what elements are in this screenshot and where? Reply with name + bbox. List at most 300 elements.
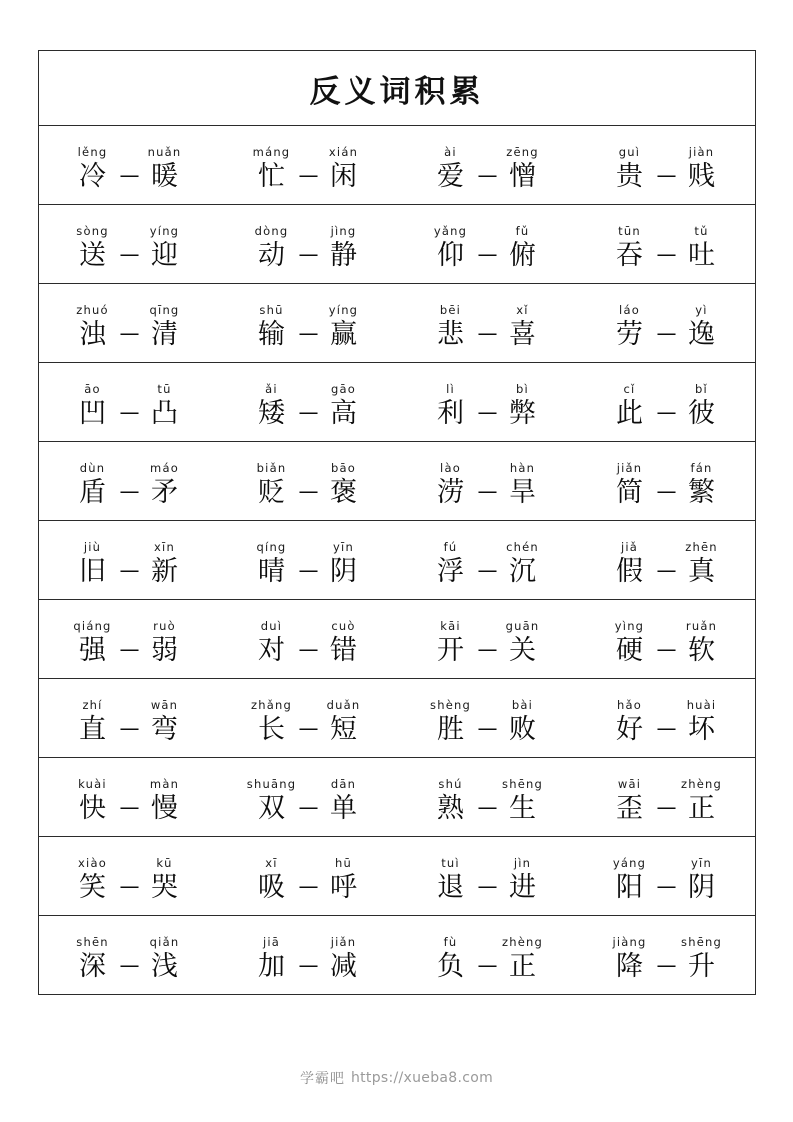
- antonym-pair: [247, 461, 369, 510]
- hanzi-right: 减: [330, 950, 357, 982]
- pinyin-left: jiǎ: [620, 539, 639, 554]
- word-right: [677, 777, 727, 826]
- word-left: [605, 698, 655, 747]
- word-left: [68, 935, 118, 984]
- antonym-pair: [426, 461, 548, 510]
- pair-separator: —: [656, 794, 677, 819]
- hanzi-right: 繁: [688, 476, 715, 508]
- word-left: [68, 382, 118, 431]
- pair-separator: —: [119, 399, 140, 424]
- table-row: [39, 521, 755, 600]
- word-right: [498, 540, 548, 589]
- antonym-pair: [247, 145, 369, 194]
- antonym-pair-cell: [39, 363, 218, 441]
- antonym-pair: [68, 382, 190, 431]
- pair-separator: —: [477, 715, 498, 740]
- pinyin-right: bì: [516, 381, 529, 396]
- pair-separator: —: [656, 241, 677, 266]
- pinyin-left: qiáng: [73, 618, 112, 633]
- hanzi-right: 单: [330, 792, 357, 824]
- pair-separator: —: [298, 162, 319, 187]
- pinyin-left: cǐ: [623, 381, 636, 396]
- word-right: [498, 619, 548, 668]
- antonym-pair: [426, 382, 548, 431]
- pair-separator: —: [119, 320, 140, 345]
- pair-separator: —: [477, 873, 498, 898]
- antonym-pair-cell: [576, 679, 755, 757]
- pinyin-left: jiā: [262, 934, 281, 949]
- antonym-pair-cell: [397, 916, 576, 994]
- hanzi-right: 软: [688, 634, 715, 666]
- pair-separator: —: [656, 557, 677, 582]
- antonym-pair: [426, 856, 548, 905]
- pair-separator: —: [477, 636, 498, 661]
- antonym-pair-cell: [218, 679, 397, 757]
- pinyin-left: guì: [618, 144, 641, 159]
- word-left: [247, 382, 297, 431]
- pinyin-right: guān: [505, 618, 540, 633]
- hanzi-right: 憎: [509, 160, 536, 192]
- antonym-pair: [426, 145, 548, 194]
- word-left: [605, 856, 655, 905]
- antonym-pair: [68, 461, 190, 510]
- antonym-pair-cell: [39, 521, 218, 599]
- hanzi-left: 动: [258, 239, 285, 271]
- table-row: [39, 600, 755, 679]
- antonym-pair-cell: [218, 126, 397, 204]
- pinyin-right: máo: [150, 460, 179, 475]
- antonym-pair: [426, 540, 548, 589]
- word-left: [605, 935, 655, 984]
- hanzi-right: 凸: [151, 397, 178, 429]
- pinyin-right: bài: [511, 697, 534, 712]
- hanzi-right: 旱: [509, 476, 536, 508]
- pinyin-left: shū: [259, 302, 284, 317]
- word-right: [498, 935, 548, 984]
- table-row: [39, 679, 755, 758]
- hanzi-right: 弯: [151, 713, 178, 745]
- word-right: [498, 382, 548, 431]
- pinyin-right: zēng: [506, 144, 539, 159]
- word-left: [247, 777, 297, 826]
- hanzi-right: 错: [330, 634, 357, 666]
- antonym-pair-cell: [397, 442, 576, 520]
- word-left: [605, 303, 655, 352]
- word-left: [426, 698, 476, 747]
- hanzi-left: 浊: [79, 318, 106, 350]
- pinyin-left: shèng: [430, 697, 471, 712]
- pair-separator: —: [119, 241, 140, 266]
- antonym-pair-cell: [218, 837, 397, 915]
- hanzi-left: 忙: [258, 160, 285, 192]
- pinyin-left: lào: [440, 460, 461, 475]
- pair-separator: —: [477, 478, 498, 503]
- word-right: [498, 145, 548, 194]
- hanzi-right: 阴: [688, 871, 715, 903]
- pinyin-left: yìng: [614, 618, 645, 633]
- pinyin-right: yì: [695, 302, 708, 317]
- hanzi-left: 贬: [258, 476, 285, 508]
- hanzi-left: 此: [616, 397, 643, 429]
- hanzi-left: 涝: [437, 476, 464, 508]
- antonym-pair: [247, 856, 369, 905]
- word-left: [426, 619, 476, 668]
- word-left: [247, 698, 297, 747]
- antonym-table: [38, 50, 756, 995]
- word-left: [605, 777, 655, 826]
- pair-separator: —: [477, 399, 498, 424]
- antonym-pair: [247, 224, 369, 273]
- word-right: [319, 698, 369, 747]
- antonym-pair: [68, 619, 190, 668]
- word-left: [605, 145, 655, 194]
- hanzi-left: 送: [79, 239, 106, 271]
- antonym-pair: [426, 224, 548, 273]
- word-left: [68, 461, 118, 510]
- word-right: [498, 856, 548, 905]
- pair-separator: —: [477, 952, 498, 977]
- hanzi-right: 呼: [330, 871, 357, 903]
- antonym-pair-cell: [218, 363, 397, 441]
- word-right: [140, 303, 190, 352]
- pinyin-left: xiào: [78, 855, 107, 870]
- pair-separator: —: [298, 478, 319, 503]
- antonym-pair-cell: [397, 679, 576, 757]
- hanzi-left: 冷: [79, 160, 106, 192]
- hanzi-left: 旧: [79, 555, 106, 587]
- word-right: [140, 461, 190, 510]
- antonym-pair: [247, 935, 369, 984]
- antonym-pair: [247, 698, 369, 747]
- word-right: [677, 935, 727, 984]
- word-right: [498, 224, 548, 273]
- antonym-pair-cell: [397, 205, 576, 283]
- hanzi-left: 长: [258, 713, 285, 745]
- antonym-pair-cell: [576, 521, 755, 599]
- hanzi-right: 升: [688, 950, 715, 982]
- word-left: [68, 856, 118, 905]
- word-left: [426, 461, 476, 510]
- pinyin-right: nuǎn: [147, 144, 182, 159]
- pinyin-right: jiàn: [688, 144, 715, 159]
- antonym-pair: [426, 303, 548, 352]
- antonym-pair-cell: [576, 284, 755, 362]
- pinyin-left: āo: [84, 381, 101, 396]
- word-right: [677, 619, 727, 668]
- pinyin-left: láo: [619, 302, 640, 317]
- pinyin-right: hàn: [509, 460, 536, 475]
- word-right: [140, 540, 190, 589]
- word-right: [677, 303, 727, 352]
- pair-separator: —: [656, 952, 677, 977]
- word-right: [319, 145, 369, 194]
- antonym-pair-cell: [218, 284, 397, 362]
- antonym-pair: [426, 619, 548, 668]
- pinyin-left: lěng: [77, 144, 108, 159]
- pinyin-right: kū: [156, 855, 173, 870]
- word-left: [426, 777, 476, 826]
- pinyin-left: sòng: [76, 223, 109, 238]
- word-left: [426, 224, 476, 273]
- antonym-pair-cell: [576, 363, 755, 441]
- antonym-pair: [247, 777, 369, 826]
- hanzi-left: 直: [79, 713, 106, 745]
- word-right: [140, 224, 190, 273]
- antonym-pair: [605, 224, 727, 273]
- antonym-pair: [605, 619, 727, 668]
- hanzi-right: 彼: [688, 397, 715, 429]
- word-right: [319, 540, 369, 589]
- pinyin-right: fán: [690, 460, 713, 475]
- hanzi-left: 悲: [437, 318, 464, 350]
- pinyin-right: yīn: [333, 539, 354, 554]
- hanzi-right: 生: [509, 792, 536, 824]
- pair-separator: —: [656, 162, 677, 187]
- table-row: [39, 442, 755, 521]
- pinyin-left: qíng: [256, 539, 287, 554]
- hanzi-left: 负: [437, 950, 464, 982]
- hanzi-right: 进: [509, 871, 536, 903]
- hanzi-left: 加: [258, 950, 285, 982]
- antonym-pair: [68, 856, 190, 905]
- pinyin-left: hǎo: [617, 697, 642, 712]
- word-left: [247, 619, 297, 668]
- pair-separator: —: [119, 557, 140, 582]
- footer-url: https://xueba8.com: [350, 1070, 494, 1086]
- word-right: [319, 619, 369, 668]
- word-right: [319, 224, 369, 273]
- hanzi-left: 仰: [437, 239, 464, 271]
- hanzi-right: 清: [151, 318, 178, 350]
- antonym-pair-cell: [576, 126, 755, 204]
- word-right: [677, 224, 727, 273]
- pinyin-left: ǎi: [265, 381, 278, 396]
- antonym-pair: [68, 145, 190, 194]
- pinyin-right: chén: [506, 539, 539, 554]
- pair-separator: —: [656, 715, 677, 740]
- pair-separator: —: [298, 794, 319, 819]
- hanzi-left: 好: [616, 713, 643, 745]
- hanzi-left: 假: [616, 555, 643, 587]
- antonym-pair: [68, 224, 190, 273]
- table-row: [39, 284, 755, 363]
- word-left: [247, 303, 297, 352]
- pair-separator: —: [656, 399, 677, 424]
- hanzi-right: 新: [151, 555, 178, 587]
- word-right: [677, 540, 727, 589]
- pinyin-right: hū: [335, 855, 352, 870]
- hanzi-right: 哭: [151, 871, 178, 903]
- pinyin-left: dòng: [254, 223, 289, 238]
- hanzi-left: 降: [616, 950, 643, 982]
- antonym-pair: [68, 777, 190, 826]
- antonym-pair: [247, 382, 369, 431]
- antonym-pair-cell: [576, 600, 755, 678]
- pinyin-left: biǎn: [256, 460, 287, 475]
- word-left: [247, 224, 297, 273]
- hanzi-left: 歪: [616, 792, 643, 824]
- pinyin-right: ruò: [153, 618, 176, 633]
- word-left: [247, 856, 297, 905]
- hanzi-left: 双: [258, 792, 285, 824]
- antonym-pair: [605, 303, 727, 352]
- word-right: [498, 698, 548, 747]
- word-right: [140, 619, 190, 668]
- table-row: [39, 916, 755, 994]
- hanzi-right: 关: [509, 634, 536, 666]
- pinyin-right: yíng: [328, 302, 359, 317]
- hanzi-right: 贱: [688, 160, 715, 192]
- antonym-pair-cell: [39, 916, 218, 994]
- pair-separator: —: [656, 636, 677, 661]
- pinyin-left: lì: [446, 381, 455, 396]
- pinyin-left: zhuó: [76, 302, 109, 317]
- pinyin-right: duǎn: [326, 697, 361, 712]
- hanzi-left: 劳: [616, 318, 643, 350]
- hanzi-right: 褒: [330, 476, 357, 508]
- word-right: [140, 145, 190, 194]
- antonym-pair-cell: [397, 284, 576, 362]
- antonym-pair-cell: [218, 758, 397, 836]
- pinyin-right: yíng: [149, 223, 180, 238]
- antonym-pair: [426, 935, 548, 984]
- antonym-pair-cell: [576, 758, 755, 836]
- pinyin-right: zhēn: [685, 539, 718, 554]
- antonym-pair-cell: [218, 600, 397, 678]
- hanzi-left: 退: [437, 871, 464, 903]
- pinyin-right: shēng: [502, 776, 543, 791]
- word-right: [677, 382, 727, 431]
- hanzi-left: 胜: [437, 713, 464, 745]
- antonym-pair-cell: [218, 205, 397, 283]
- page-title: 反义词积累: [309, 73, 485, 110]
- hanzi-right: 短: [330, 713, 357, 745]
- word-left: [68, 224, 118, 273]
- pinyin-right: cuò: [331, 618, 356, 633]
- word-left: [426, 303, 476, 352]
- word-right: [677, 856, 727, 905]
- antonym-pair: [605, 856, 727, 905]
- word-left: [605, 382, 655, 431]
- hanzi-left: 输: [258, 318, 285, 350]
- word-left: [605, 540, 655, 589]
- word-left: [68, 777, 118, 826]
- hanzi-right: 坏: [688, 713, 715, 745]
- pinyin-left: shú: [438, 776, 463, 791]
- hanzi-left: 凹: [79, 397, 106, 429]
- pinyin-right: qīng: [149, 302, 180, 317]
- hanzi-right: 俯: [509, 239, 536, 271]
- pair-separator: —: [298, 636, 319, 661]
- footer-logo: 学霸吧: [299, 1071, 345, 1087]
- hanzi-left: 贵: [616, 160, 643, 192]
- pair-separator: —: [298, 241, 319, 266]
- pinyin-left: bēi: [439, 302, 462, 317]
- hanzi-right: 高: [330, 397, 357, 429]
- word-right: [319, 303, 369, 352]
- hanzi-left: 阳: [616, 871, 643, 903]
- pinyin-left: ài: [444, 144, 457, 159]
- pair-separator: —: [477, 241, 498, 266]
- hanzi-left: 利: [437, 397, 464, 429]
- antonym-pair-cell: [576, 442, 755, 520]
- word-left: [426, 145, 476, 194]
- word-right: [319, 461, 369, 510]
- pinyin-right: zhèng: [502, 934, 543, 949]
- word-right: [319, 382, 369, 431]
- antonym-pair: [247, 540, 369, 589]
- table-row: [39, 126, 755, 205]
- pinyin-left: jiù: [83, 539, 102, 554]
- pinyin-right: jiǎn: [330, 934, 357, 949]
- pinyin-left: jiǎn: [616, 460, 643, 475]
- hanzi-left: 简: [616, 476, 643, 508]
- word-left: [426, 935, 476, 984]
- word-right: [498, 303, 548, 352]
- pinyin-right: fǔ: [515, 223, 530, 238]
- pinyin-right: dān: [330, 776, 357, 791]
- table-body: [39, 126, 755, 994]
- word-right: [319, 856, 369, 905]
- antonym-pair: [605, 145, 727, 194]
- pair-separator: —: [119, 478, 140, 503]
- pinyin-left: yǎng: [433, 223, 468, 238]
- word-left: [68, 303, 118, 352]
- pinyin-right: jìng: [330, 223, 357, 238]
- hanzi-left: 爱: [437, 160, 464, 192]
- pair-separator: —: [298, 873, 319, 898]
- hanzi-right: 沉: [509, 555, 536, 587]
- pinyin-right: xīn: [154, 539, 175, 554]
- pair-separator: —: [477, 162, 498, 187]
- hanzi-left: 熟: [437, 792, 464, 824]
- antonym-pair-cell: [39, 442, 218, 520]
- pinyin-right: ruǎn: [685, 618, 718, 633]
- antonym-pair: [68, 698, 190, 747]
- antonym-pair-cell: [39, 758, 218, 836]
- antonym-pair-cell: [218, 521, 397, 599]
- pinyin-right: yīn: [691, 855, 712, 870]
- pinyin-right: zhèng: [681, 776, 722, 791]
- antonym-pair: [426, 698, 548, 747]
- pinyin-left: jiàng: [612, 934, 647, 949]
- word-left: [68, 619, 118, 668]
- antonym-pair-cell: [397, 758, 576, 836]
- antonym-pair: [605, 461, 727, 510]
- hanzi-right: 闲: [330, 160, 357, 192]
- antonym-pair: [68, 540, 190, 589]
- word-right: [140, 382, 190, 431]
- pair-separator: —: [119, 162, 140, 187]
- pinyin-right: tǔ: [694, 223, 709, 238]
- hanzi-left: 浮: [437, 555, 464, 587]
- hanzi-left: 强: [79, 634, 106, 666]
- hanzi-right: 弊: [509, 397, 536, 429]
- pinyin-left: kāi: [440, 618, 461, 633]
- table-row: [39, 837, 755, 916]
- word-left: [426, 856, 476, 905]
- word-left: [426, 382, 476, 431]
- pair-separator: —: [477, 794, 498, 819]
- pinyin-left: fú: [443, 539, 458, 554]
- hanzi-right: 慢: [151, 792, 178, 824]
- table-row: [39, 758, 755, 837]
- hanzi-right: 暖: [151, 160, 178, 192]
- pair-separator: —: [656, 873, 677, 898]
- antonym-pair: [247, 619, 369, 668]
- hanzi-left: 吞: [616, 239, 643, 271]
- pinyin-right: xián: [328, 144, 359, 159]
